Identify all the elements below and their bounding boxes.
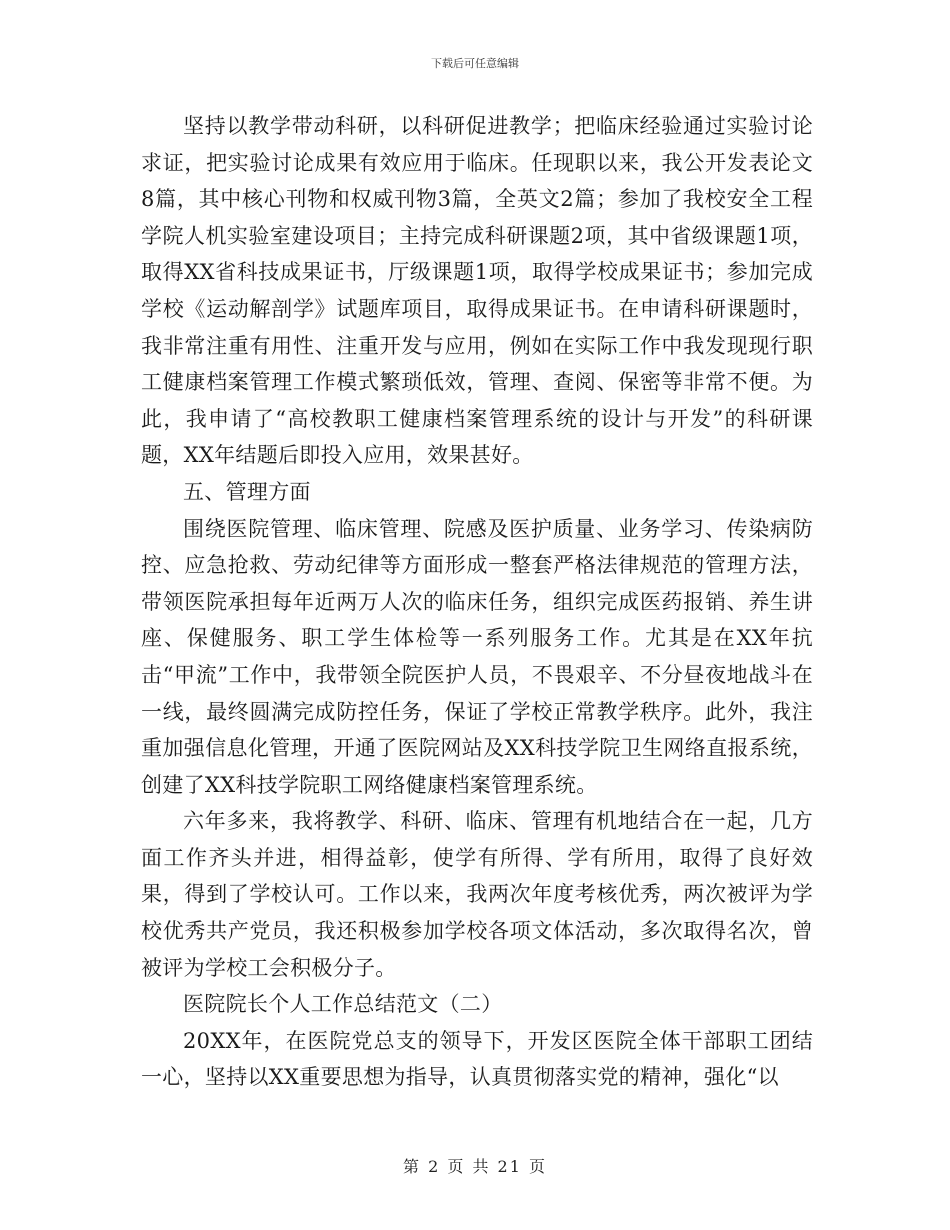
page-header: 下载后可任意编辑: [431, 57, 519, 70]
section-heading-management: 五、管理方面: [183, 479, 311, 504]
paragraph-summary: 六年多来，我将教学、科研、临床、管理有机地结合在一起，几方面工作齐头并进，相得益彰，使学有所得、学有所用，取得了良好效果，得到了学校认可。工作以来，我两次年度考核优秀，两次被评为学校优秀共产党员，我还积极参加学校各项文体活动，多次取得名次，曾被评为学校工会积极分子。: [141, 809, 813, 980]
paragraph-management: 围绕医院管理、临床管理、院感及医护质量、业务学习、传染病防控、应急抢救、劳动纪律等方面形成一整套严格法律规范的管理方法，带领医院承担每年近两万人次的临床任务，组织完成医药报销、养生讲座、保健服务、职工学生体检等一系列服务工作。尤其是在XX年抗击“甲流”工作中，我带领全院医护人员，不畏艰辛、不分昼夜地战斗在一线，最终圆满完成防控任务，保证了学校正常教学秩序。此外，我注重加强信息化管理，开通了医院网站及XX科技学院卫生网络直报系统，创建了XX科技学院职工网络健康档案管理系统。: [141, 516, 813, 797]
paragraph-intro-2019: 20XX年，在医院党总支的领导下，开发区医院全体干部职工团结一心，坚持以XX重要思想为指导，认真贯彻落实党的精神，强化“以: [141, 1028, 813, 1090]
paragraph-research: 坚持以教学带动科研，以科研促进教学；把临床经验通过实验讨论求证，把实验讨论成果有效应用于临床。任现职以来，我公开发表论文8篇，其中核心刊物和权威刊物3篇，全英文2篇；参加了我校安全工程学院人机实验室建设项目；主持完成科研课题2项，其中省级课题1项，取得XX省科技成果证书，厅级课题1项，取得学校成果证书；参加完成学校《运动解剖学》试题库项目，取得成果证书。在申请科研课题时，我非常注重有用性、注重开发与应用，例如在实际工作中我发现现行职工健康档案管理工作模式繁琐低效，管理、查阅、保密等非常不便。为此，我申请了“高校教职工健康档案管理系统的设计与开发”的科研课题，XX年结题后即投入应用，效果甚好。: [141, 114, 813, 468]
section-title-example-two: 医院院长个人工作总结范文（二）: [183, 992, 503, 1017]
document-body: [141, 108, 813, 1096]
page-number: 第 2 页 共 21 页: [403, 1157, 547, 1176]
